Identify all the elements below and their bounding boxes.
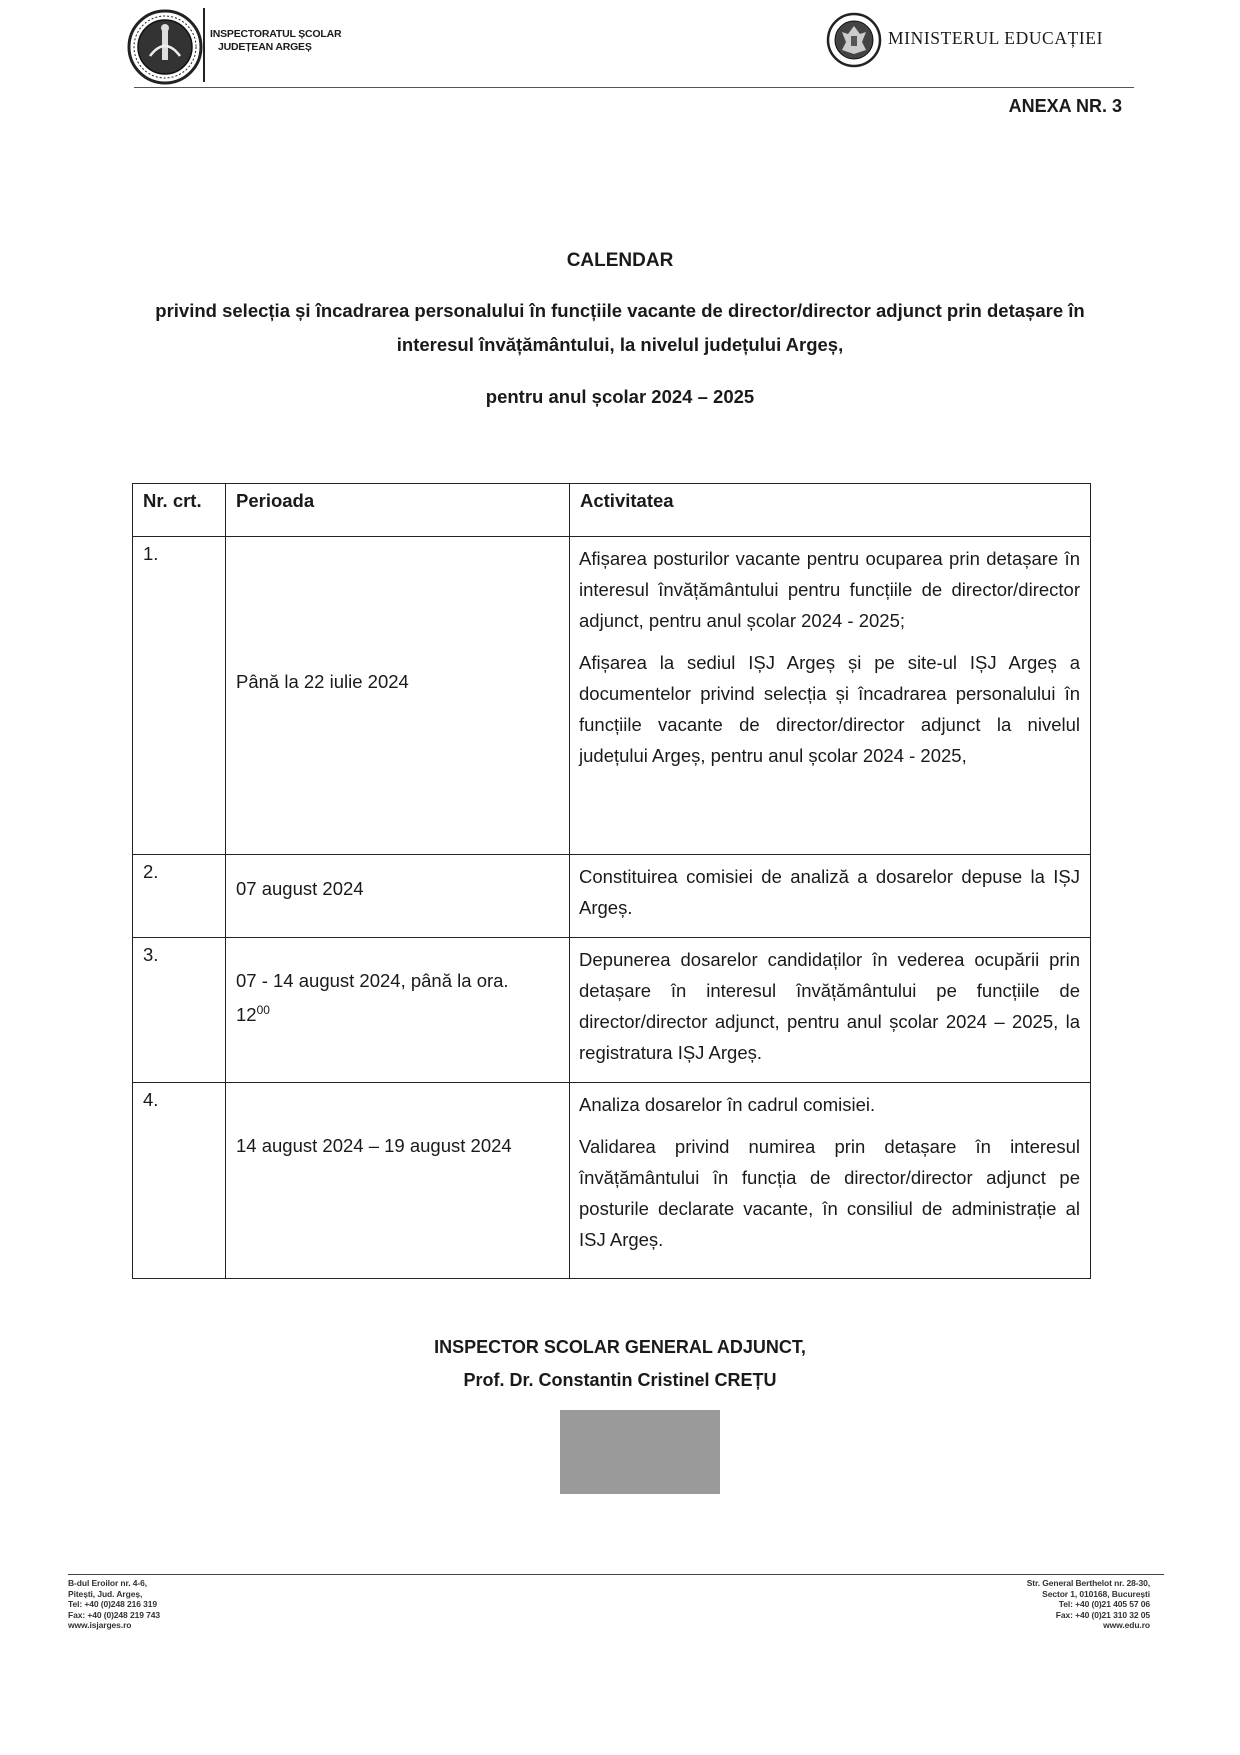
activity-item: Afișarea la sediul IȘJ Argeș și pe site-ul IȘJ Argeș a documentelor privind selecția și încadrarea personalului în funcțiile vacante de director/director adjunct la nivelul județului Argeș, pentru anul școlar 2024 - 2025, xyxy=(579,652,1080,766)
document-subtitle-line3: pentru anul școlar 2024 – 2025 xyxy=(485,386,755,407)
institution-name xyxy=(210,28,341,54)
activity-item: Validarea privind numirea prin detașare în interesul învățământului în funcția de director/director adjunct pe posturile declarate vacante, în consiliul de administrație al ISJ Argeș. xyxy=(579,1136,1080,1250)
header-activity: Activitatea xyxy=(570,484,1091,537)
header-nr: Nr. crt. xyxy=(133,484,226,537)
signatory-title: INSPECTOR SCOLAR GENERAL ADJUNCT, xyxy=(434,1337,806,1357)
activity-item: Analiza dosarelor în cadrul comisiei. xyxy=(579,1094,876,1115)
table-header-row xyxy=(133,484,1091,537)
table-row xyxy=(133,537,1091,855)
footer-line: Tel: +40 (0)21 405 57 06 xyxy=(1058,1599,1150,1609)
government-seal-icon xyxy=(826,12,882,68)
document-subtitle-line1: privind selecția și încadrarea personalului în funcțiile vacante de director/director adjunct prin detașare în xyxy=(155,300,1085,321)
period-hour: $12^{00}$ xyxy=(236,1003,270,1026)
row-number: 1. xyxy=(133,537,226,855)
row-activity xyxy=(570,1083,1091,1279)
row-period: 14 august 2024 – 19 august 2024 xyxy=(226,1083,570,1279)
signatory-name: Prof. Dr. Constantin Cristinel CREȚU xyxy=(463,1370,777,1390)
table-row xyxy=(133,855,1091,938)
period-text: 07 - 14 august 2024, până la ora. xyxy=(236,970,509,991)
footer-line: Sector 1, 010168, București xyxy=(1042,1588,1150,1599)
footer-divider xyxy=(68,1574,1164,1575)
header-divider xyxy=(134,87,1134,88)
table-row xyxy=(133,1083,1091,1279)
row-period xyxy=(226,938,570,1083)
redacted-signature xyxy=(560,1410,720,1494)
document-title: CALENDAR xyxy=(566,250,674,271)
footer-line: B-dul Eroilor nr. 4-6, xyxy=(68,1578,148,1588)
table-row xyxy=(133,938,1091,1083)
isj-arges-logo xyxy=(126,8,204,86)
activity-item: Constituirea comisiei de analiză a dosarelor depuse la IȘJ Argeș. xyxy=(579,866,1080,918)
row-period: Până la 22 iulie 2024 xyxy=(226,537,570,855)
footer-line: Tel: +40 (0)248 216 319 xyxy=(68,1599,157,1609)
footer-line: www.edu.ro xyxy=(1103,1620,1150,1630)
footer-line: Str. General Berthelot nr. 28-30, xyxy=(1026,1578,1150,1588)
institution-name-line1: INSPECTORATUL ȘCOLAR xyxy=(210,28,342,40)
header-period: Perioada xyxy=(226,484,570,537)
footer-address-right xyxy=(1027,1578,1150,1631)
document-subtitle-line2: interesul învățământului, la nivelul județului Argeș, xyxy=(396,334,844,355)
row-number: 4. xyxy=(133,1083,226,1279)
logo-divider xyxy=(203,8,205,82)
footer-line: Fax: +40 (0)21 310 32 05 xyxy=(1055,1609,1150,1620)
footer-line: Pitești, Jud. Argeș, xyxy=(68,1588,143,1599)
row-activity xyxy=(570,537,1091,855)
row-activity xyxy=(570,938,1091,1083)
footer-address-left xyxy=(68,1578,160,1631)
row-number: 3. xyxy=(133,938,226,1083)
annex-label: ANEXA NR. 3 xyxy=(1008,96,1122,116)
row-activity xyxy=(570,855,1091,938)
row-period: 07 august 2024 xyxy=(226,855,570,938)
schedule-table xyxy=(132,483,1091,1279)
footer-line: Fax: +40 (0)248 219 743 xyxy=(68,1609,160,1620)
footer-line: www.isjarges.ro xyxy=(68,1620,132,1630)
activity-item: Afișarea posturilor vacante pentru ocuparea prin detașare în interesul învățământului pentru funcțiile de director/director adjunct, pentru anul școlar 2024 - 2025; xyxy=(579,548,1080,631)
institution-name-line2: JUDEȚEAN ARGEȘ xyxy=(218,41,312,53)
activity-item: Depunerea dosarelor candidaților în vederea ocupării prin detașare în interesul învățământului pe funcțiile de director/director adjunct, pentru anul școlar 2024 – 2025, la registratura IȘJ Argeș. xyxy=(579,949,1080,1063)
ministry-name: MINISTERUL EDUCAȚIEI xyxy=(888,28,1104,48)
row-number: 2. xyxy=(133,855,226,938)
